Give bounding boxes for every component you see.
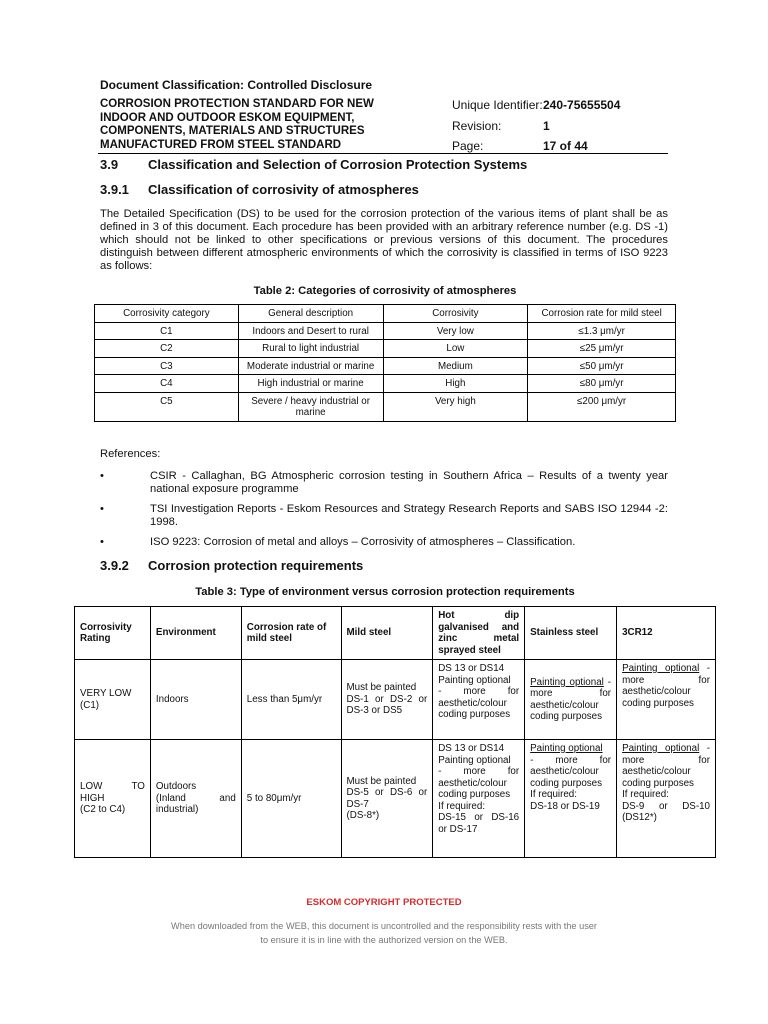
table-cell: C2 xyxy=(95,340,239,358)
bullet-icon: • xyxy=(100,470,104,482)
table-header-cell: Corrosivity Rating xyxy=(75,607,151,660)
table-row xyxy=(95,340,676,358)
table-cell: DS 13 or DS14 Painting optional - more for aesthetic/colour coding purposes If required: DS-15 or DS-16 or DS-17 xyxy=(433,740,525,858)
table-cell: C5 xyxy=(95,392,239,421)
table-cell: Very low xyxy=(383,322,528,340)
table-row xyxy=(75,660,716,740)
table-row xyxy=(95,392,676,421)
table-cell: Less than 5μm/yr xyxy=(241,660,341,740)
table-cell: Indoors xyxy=(150,660,241,740)
table-header-row xyxy=(95,305,676,323)
table-row xyxy=(95,322,676,340)
table-header-cell: Corrosion rate for mild steel xyxy=(528,305,676,323)
table-cell: ≤80 μm/yr xyxy=(528,375,676,393)
table-header-cell: Corrosivity xyxy=(383,305,528,323)
table-cell: Painting optional - more for aesthetic/colour coding purposes xyxy=(617,660,716,740)
revision-label: Revision: xyxy=(452,119,502,133)
page-value: 17 of 44 xyxy=(543,139,588,153)
page-label: Page: xyxy=(452,139,484,153)
environment-protection-table xyxy=(74,606,716,858)
table-cell: Low xyxy=(383,340,528,358)
table-cell: ≤50 μm/yr xyxy=(528,357,676,375)
table-row xyxy=(95,357,676,375)
table-cell: Moderate industrial or marine xyxy=(238,357,383,375)
table-cell: VERY LOW (C1) xyxy=(75,660,151,740)
table-cell: Rural to light industrial xyxy=(238,340,383,358)
table-cell: 5 to 80μm/yr xyxy=(241,740,341,858)
table-header-cell: Environment xyxy=(150,607,241,660)
table-cell: Must be painted DS-5 or DS-6 or DS-7 (DS-8*) xyxy=(341,740,433,858)
table-cell: Painting optional - more for aesthetic/colour coding purposes If required: DS-9 or DS-10 (DS12*) xyxy=(617,740,716,858)
section-paragraph: The Detailed Specification (DS) to be used for the corrosion protection of the various items of plant shall be as defined in 3 of this document. Each procedure has been provided with an arbitrary reference number (e.g. DS -1) which should not be linked to other specifications or previous versions of this document. The procedures distinguish between different atmospheric environments of which the corrosivity is classified in terms of ISO 9223 as follows: xyxy=(100,208,668,272)
table-header-row xyxy=(75,607,716,660)
table-cell: C1 xyxy=(95,322,239,340)
section-heading-3-9-1: 3.9.1 Classification of corrosivity of atmospheres xyxy=(100,182,419,197)
table-cell: DS 13 or DS14 Painting optional - more for aesthetic/colour coding purposes xyxy=(433,660,525,740)
web-disclaimer: When downloaded from the WEB, this document is uncontrolled and the responsibility rests with the user to ensure it is in line with the authorized version on the WEB. xyxy=(171,921,597,945)
table2-caption: Table 2: Categories of corrosivity of atmospheres xyxy=(253,285,517,297)
table-cell: Indoors and Desert to rural xyxy=(238,322,383,340)
table-row xyxy=(95,375,676,393)
table-header-cell: General description xyxy=(238,305,383,323)
table-header-cell: Hot dip galvanised and zinc metal sprayed steel xyxy=(433,607,525,660)
corrosivity-categories-table xyxy=(94,304,676,422)
table-cell: ≤200 μm/yr xyxy=(528,392,676,421)
list-item: • TSI Investigation Reports - Eskom Resources and Strategy Research Reports and SABS ISO 12944 -2: 1998. xyxy=(100,503,668,528)
table-header-cell: Corrosion rate of mild steel xyxy=(241,607,341,660)
revision-value: 1 xyxy=(543,119,550,133)
table-cell: Severe / heavy industrial or marine xyxy=(238,392,383,421)
table-cell: Must be painted DS-1 or DS-2 or DS-3 or DS5 xyxy=(341,660,433,740)
unique-identifier-value: 240-75655504 xyxy=(543,98,621,112)
table-cell: Painting optional - more for aesthetic/colour coding purposes If required: DS-18 or DS-19 xyxy=(525,740,617,858)
section-heading-3-9-2: 3.9.2 Corrosion protection requirements xyxy=(100,558,364,573)
list-item: • ISO 9223: Corrosion of metal and alloys – Corrosivity of atmospheres – Classification. xyxy=(100,536,576,548)
bullet-icon: • xyxy=(100,503,104,515)
table-header-cell: 3CR12 xyxy=(617,607,716,660)
references-label: References: xyxy=(100,448,161,460)
table3-caption: Table 3: Type of environment versus corrosion protection requirements xyxy=(195,586,575,598)
unique-identifier-label: Unique Identifier: xyxy=(452,98,543,112)
table-header-cell: Corrosivity category xyxy=(95,305,239,323)
table-cell: ≤25 μm/yr xyxy=(528,340,676,358)
table-row xyxy=(75,740,716,858)
table-header-cell: Stainless steel xyxy=(525,607,617,660)
header-rule xyxy=(98,153,668,154)
table-cell: Outdoors (Inland and industrial) xyxy=(150,740,241,858)
table-header-cell: Mild steel xyxy=(341,607,433,660)
table-cell: High industrial or marine xyxy=(238,375,383,393)
document-classification: Document Classification: Controlled Disclosure xyxy=(100,78,373,92)
table-cell: Very high xyxy=(383,392,528,421)
list-item: • CSIR - Callaghan, BG Atmospheric corrosion testing in Southern Africa – Results of a twenty year national exposure programme xyxy=(100,470,668,495)
table-cell: High xyxy=(383,375,528,393)
table-cell: LOW TO HIGH (C2 to C4) xyxy=(75,740,151,858)
references-list xyxy=(100,470,668,556)
table-cell: ≤1.3 μm/yr xyxy=(528,322,676,340)
table-cell: Painting optional - more for aesthetic/colour coding purposes xyxy=(525,660,617,740)
document-title: CORROSION PROTECTION STANDARD FOR NEW INDOOR AND OUTDOOR ESKOM EQUIPMENT, COMPONENTS, MATERIALS AND STRUCTURES MANUFACTURED FROM STEEL STANDARD xyxy=(100,98,374,151)
table-cell: Medium xyxy=(383,357,528,375)
table-cell: C4 xyxy=(95,375,239,393)
bullet-icon: • xyxy=(100,536,104,548)
section-heading-3-9: 3.9 Classification and Selection of Corrosion Protection Systems xyxy=(100,157,528,172)
copyright-notice: ESKOM COPYRIGHT PROTECTED xyxy=(306,897,462,908)
table-cell: C3 xyxy=(95,357,239,375)
